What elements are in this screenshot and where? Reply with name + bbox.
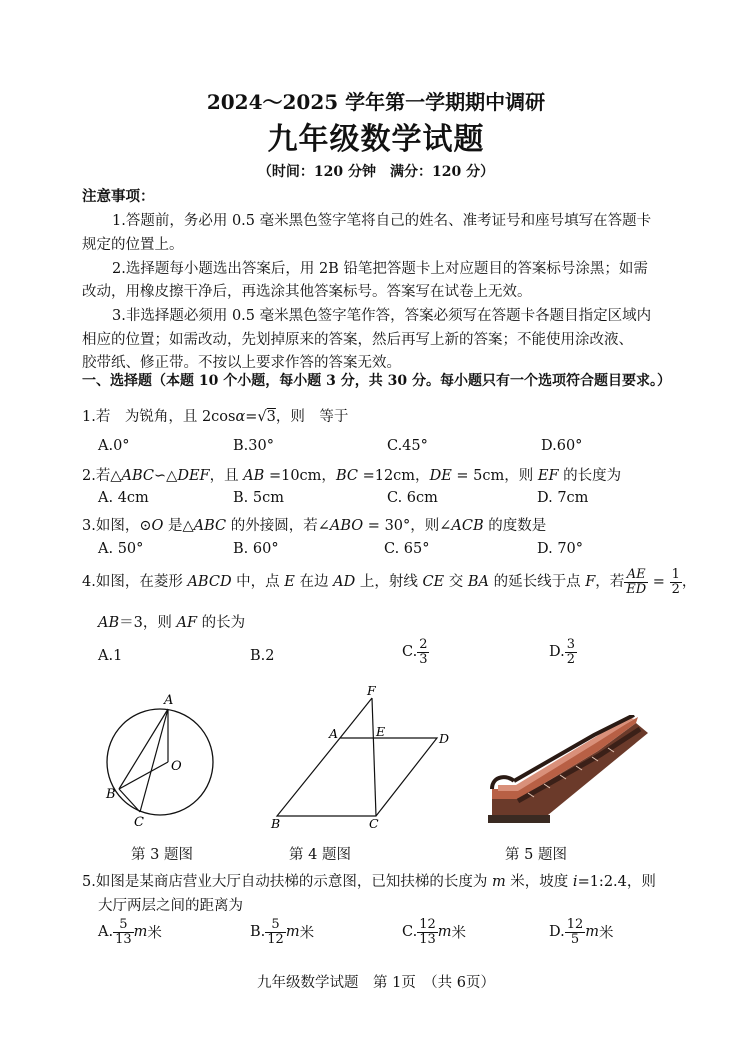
q4-option-b: B.2 xyxy=(250,648,275,664)
question-5-line-2: 大厅两层之间的距离为 xyxy=(98,898,243,914)
q5-option-b: B. $\frac{5}{12}$ m米 xyxy=(250,917,315,947)
label-c: C xyxy=(134,815,144,828)
rhombus-abcd xyxy=(277,738,437,816)
note-3-line-2: 相应的位置；如需改动，先划掉原来的答案，然后再写上新的答案；不能使用涂改液、 xyxy=(82,332,633,348)
label-b: B xyxy=(271,816,281,831)
q4-option-a: A.1 xyxy=(98,648,123,664)
q5-option-a: A. $\frac{5}{13}$ m米 xyxy=(98,917,162,947)
q1-option-d: D.60° xyxy=(541,438,583,454)
label-d: D xyxy=(439,731,450,746)
caption-figure-5: 第 5 题图 xyxy=(505,847,567,863)
q3-option-b: B. 60° xyxy=(233,541,279,557)
q2-option-b: B. 5cm xyxy=(233,490,284,506)
question-4: 4.如图，在菱形 ABCD 中，点 E 在边 AD 上，射线 CE 交 BA 的延长线于点 F，若 $\frac{AE}{ED}$ = $\frac{1}{2}$ ， xyxy=(82,567,697,597)
q2-option-d: D. 7cm xyxy=(537,490,589,506)
q5-option-c: C. $\frac{12}{13}$ m米 xyxy=(402,917,466,947)
q2-option-c: C. 6cm xyxy=(387,490,438,506)
label-f: F xyxy=(367,683,376,698)
exam-info: （时间：120 分钟 满分：120 分） xyxy=(257,164,495,180)
question-2: 2.若△ABC∽△DEF，且 AB =10cm，BC =12cm，DE = 5cm，则 EF 的长度为 xyxy=(82,468,622,484)
note-3-line-3: 胶带纸、修正带。不按以上要求作答的答案无效。 xyxy=(82,355,401,371)
exam-title: 2024～2025 学年第一学期期中调研 xyxy=(206,90,546,114)
q1-option-a: A.0° xyxy=(98,438,130,454)
q4-option-d: D. $\frac{3}{2}$ xyxy=(549,637,575,667)
q2-option-a: A. 4cm xyxy=(98,490,149,506)
sqrt-symbol: √ xyxy=(257,409,267,425)
label-o: O xyxy=(171,759,182,774)
label-a: A xyxy=(164,693,174,708)
figure-4-rhombus-diagram xyxy=(265,682,455,832)
fraction-ae-ed: $\frac{AE}{ED}$ xyxy=(626,567,647,597)
question-1: 1.若 为锐角，且 2cosα=√3，则 等于 xyxy=(82,409,349,425)
subject-title: 九年级数学试题 xyxy=(267,122,485,157)
label-c: C xyxy=(369,816,379,831)
fraction-one-half: $\frac{1}{2}$ xyxy=(671,567,680,597)
label-b: B xyxy=(106,787,116,802)
notes-heading: 注意事项： xyxy=(82,188,155,205)
caption-figure-3: 第 3 题图 xyxy=(131,847,193,863)
page-footer: 九年级数学试题 第 1页 （共 6页） xyxy=(257,975,495,991)
label-a: A xyxy=(329,726,339,741)
figure-5-escalator-image xyxy=(488,715,653,827)
q1-option-b: B.30° xyxy=(233,438,274,454)
question-4-line-2: AB＝3，则 AF 的长为 xyxy=(98,615,246,631)
q3-option-c: C. 65° xyxy=(384,541,430,557)
note-2-line-1: 2.选择题每小题选出答案后，用 2B 铅笔把答题卡上对应题目的答案标号涂黑；如需 xyxy=(112,261,648,277)
q1-option-c: C.45° xyxy=(387,438,428,454)
question-3: 3.如图，⊙O 是△ABC 的外接圆，若∠ABO = 30°，则∠ACB 的度数是 xyxy=(82,518,547,534)
note-3-line-1: 3.非选择题必须用 0.5 毫米黑色签字笔作答，答案必须写在答题卡各题目指定区域内 xyxy=(112,308,652,324)
q3-option-d: D. 70° xyxy=(537,541,584,557)
caption-figure-4: 第 4 题图 xyxy=(289,847,351,863)
section-1-heading: 一、选择题（本题 10 个小题，每小题 3 分，共 30 分。每小题只有一个选项符合题目要求。） xyxy=(82,373,671,389)
q4-option-c: C. $\frac{2}{3}$ xyxy=(402,637,428,667)
q3-option-a: A. 50° xyxy=(98,541,144,557)
circumcircle xyxy=(107,709,213,815)
question-5: 5.如图是某商店营业大厅自动扶梯的示意图，已知扶梯的长度为 m 米，坡度 i=1:2.4，则 xyxy=(82,874,656,890)
q5-option-d: D. $\frac{12}{5}$ m米 xyxy=(549,917,614,947)
label-e: E xyxy=(376,724,386,739)
note-2-line-2: 改动，用橡皮擦干净后，再选涂其他答案标号。答案写在试卷上无效。 xyxy=(82,284,532,300)
figure-3-circle-diagram xyxy=(100,688,220,828)
note-1-line-2: 规定的位置上。 xyxy=(82,237,184,253)
note-1-line-1: 1.答题前，务必用 0.5 毫米黑色签字笔将自己的姓名、准考证号和座号填写在答题卡 xyxy=(112,213,652,229)
